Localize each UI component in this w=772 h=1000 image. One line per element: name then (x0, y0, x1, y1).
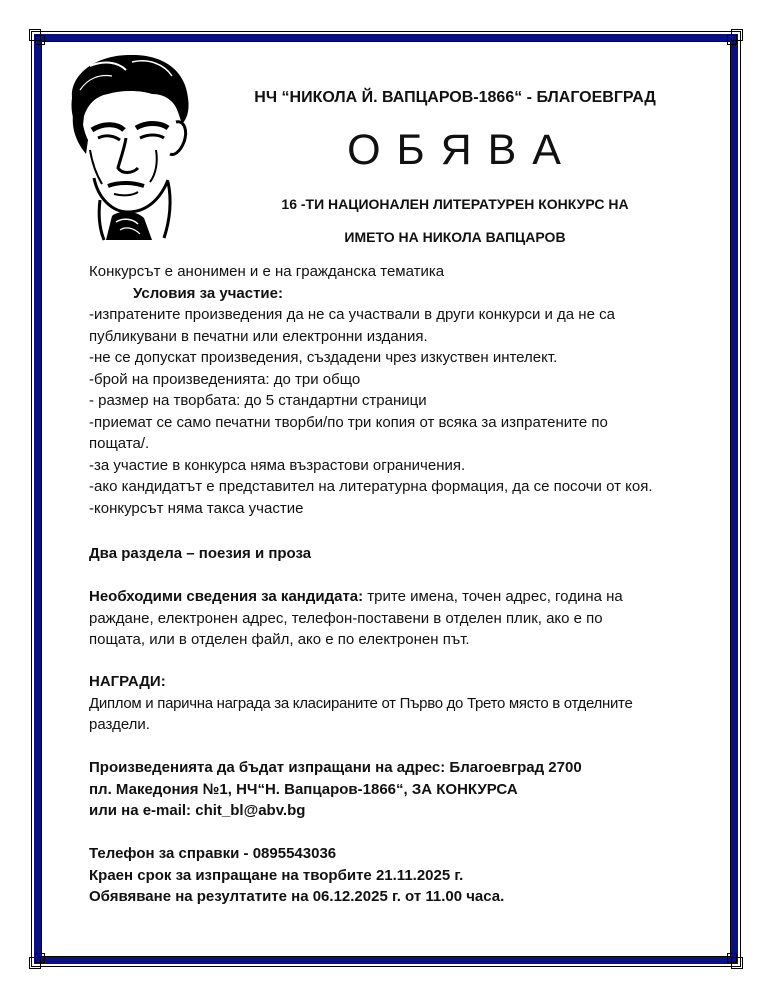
organization-title: НЧ “НИКОЛА Й. ВАПЦАРОВ-1866“ - БЛАГОЕВГРАД (254, 89, 656, 106)
deadline-date: 21.11.2025 г. (375, 866, 464, 884)
condition-line: -ако кандидатът е представител на литературна формация, да се посочи от коя. (89, 478, 653, 495)
conditions-section (89, 261, 719, 519)
border-corner-ornament (727, 35, 737, 45)
submission-address (89, 757, 719, 822)
candidate-info-line-1 (89, 586, 719, 608)
intro-text: Конкурсът е анонимен и е на гражданска тематика (89, 263, 445, 280)
awards-heading: НАГРАДИ: (89, 673, 166, 690)
awards-text-line-1: Диплом и парична награда за класираните от Първо до Трето място в отделните (89, 694, 633, 712)
border-corner-ornament (35, 35, 45, 45)
competition-title-line-2: ИМЕТО НА НИКОЛА ВАПЦАРОВ (344, 229, 566, 245)
awards-text-line-2: раздели. (89, 716, 150, 733)
email-address[interactable]: chit_bl@abv.bg (195, 802, 306, 819)
address-line-3 (89, 800, 719, 822)
categories-and-requirements (89, 543, 719, 651)
competition-title-line-1: 16 -ТИ НАЦИОНАЛЕН ЛИТЕРАТУРЕН КОНКУРС НА (281, 196, 629, 212)
candidate-info-line-3: пощата, или в отделен файл, ако е по електронен път. (89, 631, 470, 648)
condition-line: публикувани в печатни или електронни издания. (89, 327, 428, 345)
portrait-sketch-icon (60, 50, 196, 242)
contacts-and-dates (89, 843, 719, 908)
email-label: или на e-mail: (89, 802, 196, 819)
candidate-info-label: Необходими сведения за кандидата: (89, 588, 364, 605)
results-label: Обявяване на резултатите на (89, 888, 313, 905)
candidate-info-line-2: раждане, електронен адрес, телефон-поставени в отделен плик, ако е по (89, 609, 603, 627)
condition-line: пощата/. (89, 435, 150, 452)
candidate-info-text: трите имена, точен адрес, година на (363, 588, 623, 605)
condition-line: -конкурсът няма такса участие (89, 499, 304, 517)
awards-section (89, 671, 719, 736)
results-date: 06.12.2025 г. от 11.00 часа. (312, 888, 505, 905)
phone-number: 0895543036 (252, 845, 337, 862)
condition-line: -за участие в конкурса няма възрастови ограничения. (89, 456, 466, 474)
phone-label: Телефон за справки - (89, 845, 253, 862)
deadline-label: Краен срок за изпращане на творбите (89, 866, 376, 884)
address-line-1: Произведенията да бъдат изпращани на адрес: Благоевград 2700 (89, 759, 582, 776)
condition-line: -приемат се само печатни творби/по три копия от всяка за изпратените по (89, 413, 608, 431)
phone-line (89, 843, 719, 865)
results-line (89, 886, 719, 908)
address-line-2: пл. Македония №1, НЧ“Н. Вапцаров-1866“, ЗА КОНКУРСА (89, 780, 518, 798)
border-corner-ornament (35, 953, 45, 963)
condition-line: -не се допускат произведения, създадени чрез изкуствен интелект. (89, 349, 558, 366)
border-corner-ornament (727, 953, 737, 963)
condition-line: -брой на произведенията: до три общо (89, 370, 361, 388)
condition-line: - размер на творбата: до 5 стандартни страници (89, 392, 427, 409)
conditions-heading: Условия за участие: (133, 284, 283, 302)
categories-label: Два раздела – поезия и проза (89, 545, 312, 562)
announcement-title: О Б Я В А (347, 126, 563, 174)
deadline-line (89, 865, 719, 887)
condition-line: -изпратените произведения да не са участвали в други конкурси и да не са (89, 306, 615, 323)
